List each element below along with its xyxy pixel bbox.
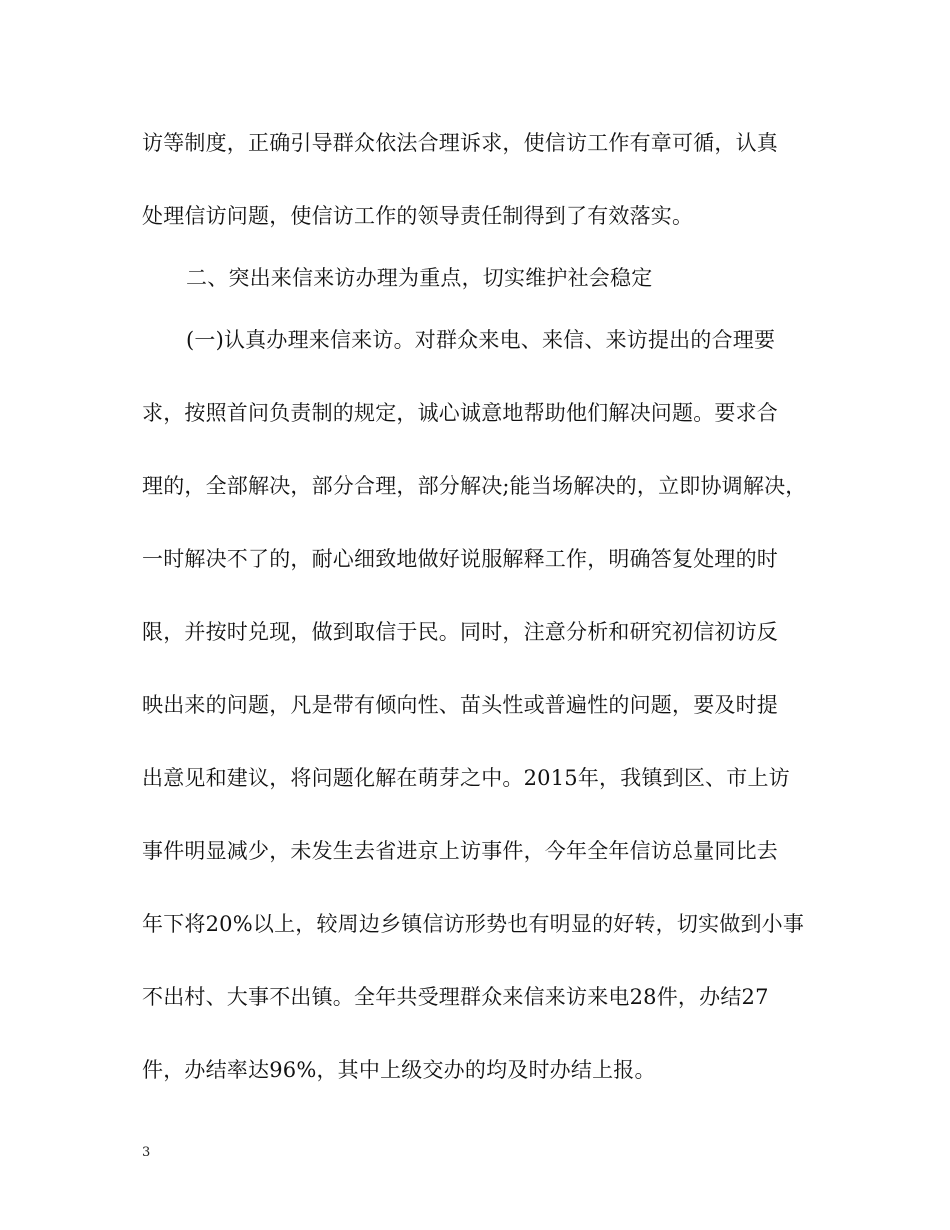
body-text-line: 访等制度，正确引导群众依法合理诉求，使信访工作有章可循，认真	[142, 131, 778, 155]
section-heading: 二、突出来信来访办理为重点，切实维护社会稳定	[186, 266, 653, 290]
body-text-line: 事件明显减少，未发生去省进京上访事件，今年全年信访总量同比去	[142, 839, 778, 863]
body-text-line: 一时解决不了的，耐心细致地做好说服解释工作，明确答复处理的时	[142, 547, 778, 571]
body-text-line: 理的，全部解决，部分合理，部分解决;能当场解决的，立即协调解决，	[142, 474, 807, 498]
body-text-line: 映出来的问题，凡是带有倾向性、苗头性或普遍性的问题，要及时提	[142, 693, 778, 717]
body-text-line: 不出村、大事不出镇。全年共受理群众来信来访来电28件，办结27	[142, 985, 769, 1009]
body-text-line: 出意见和建议，将问题化解在萌芽之中。2015年，我镇到区、市上访	[142, 766, 790, 790]
body-text-line: 件，办结率达96%，其中上级交办的均及时办结上报。	[142, 1058, 656, 1082]
body-text-line: 求，按照首问负责制的规定，诚心诚意地帮助他们解决问题。要求合	[142, 401, 778, 425]
body-text-line: 限，并按时兑现，做到取信于民。同时，注意分析和研究初信初访反	[142, 620, 778, 644]
body-text-line: 处理信访问题，使信访工作的领导责任制得到了有效落实。	[142, 204, 694, 228]
body-text-line: 年下将20%以上，较周边乡镇信访形势也有明显的好转，切实做到小事	[142, 912, 805, 936]
subsection-heading-line: (一)认真办理来信来访。对群众来电、来信、来访提出的合理要	[186, 328, 776, 352]
page-number: 3	[142, 1145, 151, 1160]
